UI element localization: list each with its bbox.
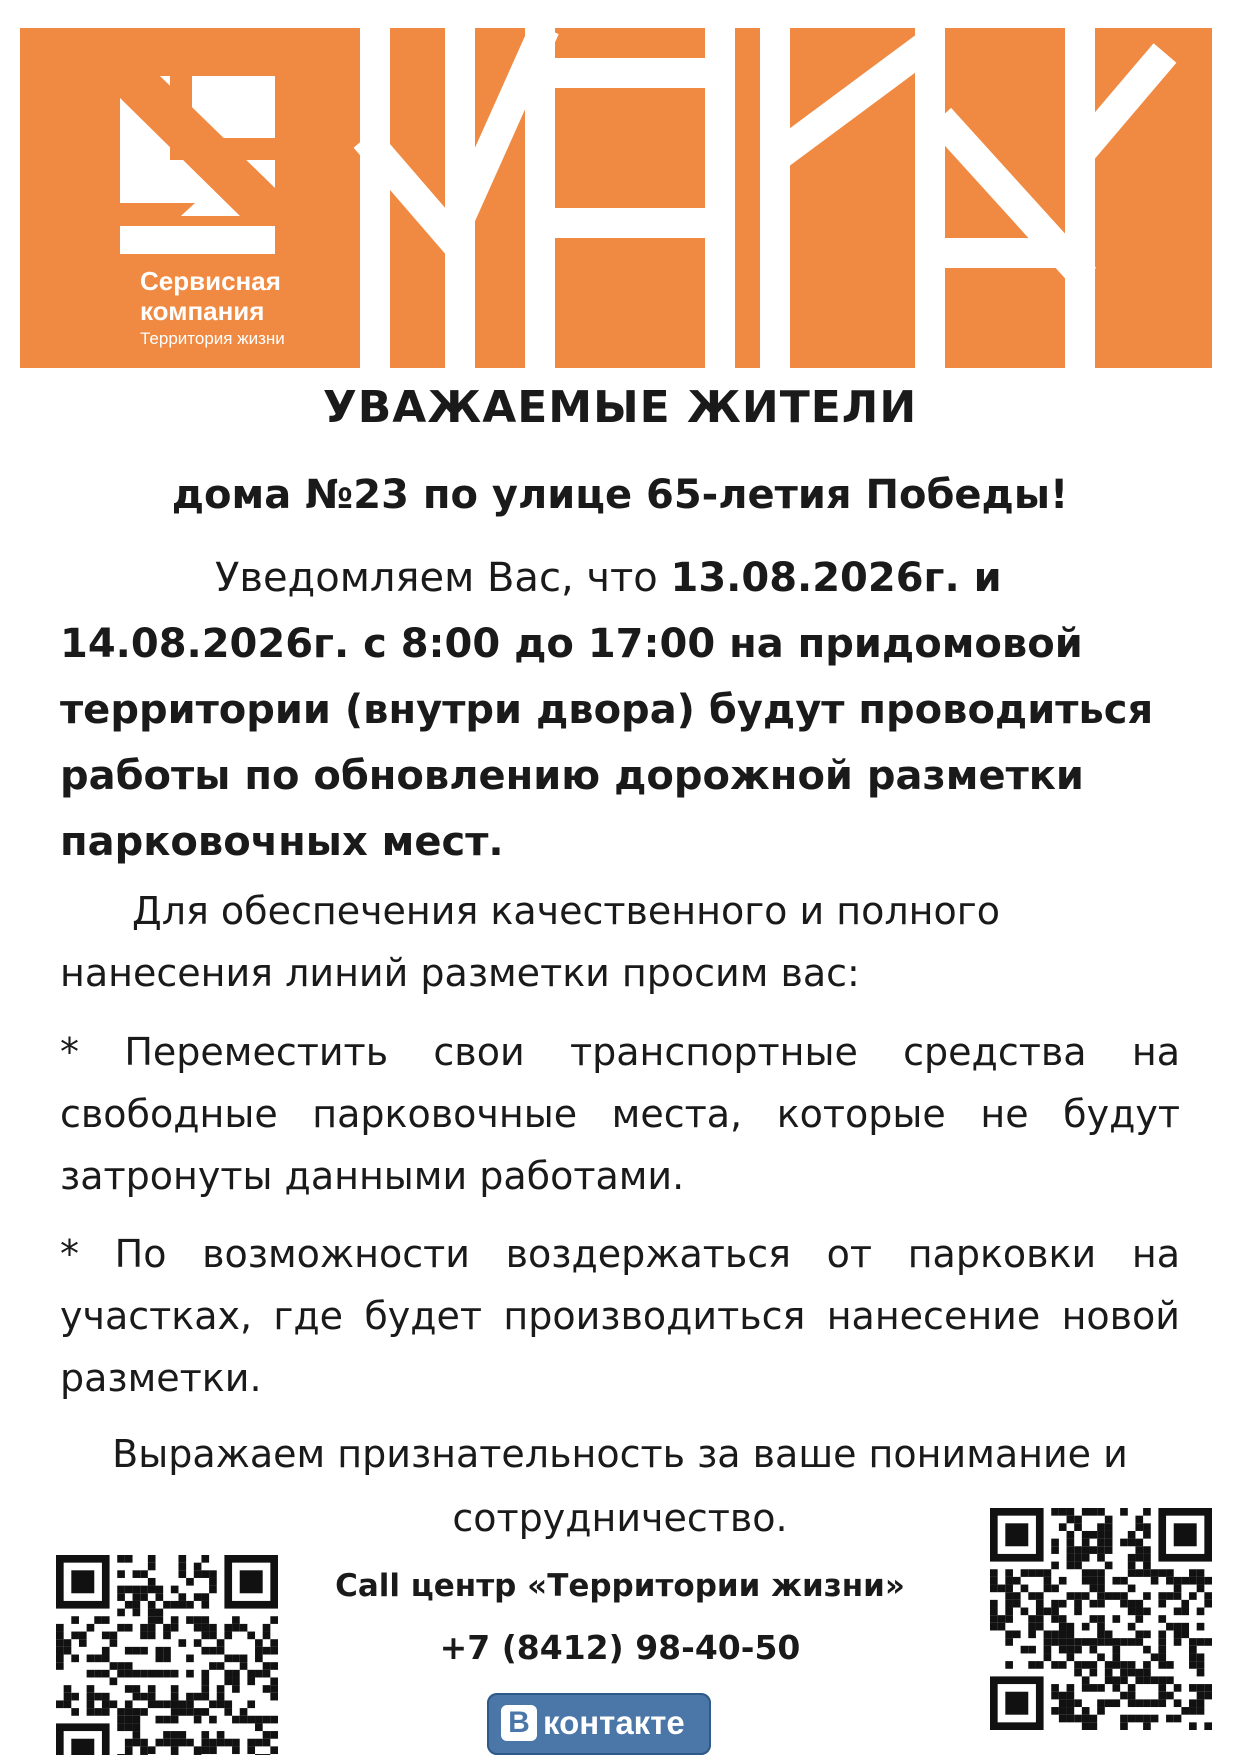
intro-bold-text: 13.08.2026г. и 14.08.2026г. с 8:00 до 17:00 на придомовой территории (внутри двора) будут проводиться работы по обновлению дорожной разметки парковочных мест. bbox=[60, 555, 1154, 865]
qr-code-left[interactable] bbox=[56, 1555, 278, 1755]
call-center-label: Call центр «Территории жизни» bbox=[335, 1568, 905, 1604]
brand-name-line2: компания bbox=[140, 296, 265, 326]
qr-code-icon bbox=[56, 1555, 278, 1755]
notice-intro bbox=[60, 545, 1180, 875]
brand-name-line1: Сервисная bbox=[140, 266, 281, 296]
decorative-lettering bbox=[365, 28, 1165, 368]
brand-tagline: Территория жизни bbox=[140, 329, 285, 348]
qr-code-right[interactable] bbox=[990, 1508, 1212, 1730]
vk-label: контакте bbox=[543, 1704, 685, 1741]
notice-title: УВАЖАЕМЫЕ ЖИТЕЛИ bbox=[322, 382, 918, 433]
request-text: Для обеспечения качественного и полного нанесения линий разметки просим вас: bbox=[60, 889, 1000, 995]
header-banner bbox=[20, 28, 1212, 368]
notice-request bbox=[60, 880, 1180, 1004]
vk-logo-icon: B bbox=[501, 1705, 537, 1741]
thanks-line-2: сотрудничество. bbox=[452, 1496, 788, 1540]
intro-plain-text: Уведомляем Вас, что bbox=[215, 555, 671, 601]
brand-logo-icon bbox=[120, 76, 275, 254]
vkontakte-button[interactable] bbox=[487, 1693, 711, 1755]
request-item-1: * Переместить свои транспортные средства на свободные парковочные места, которые не будут затронуты данными работами. bbox=[60, 1030, 1180, 1198]
qr-code-icon bbox=[990, 1508, 1212, 1730]
thanks-line-1: Выражаем признательность за ваше понимание и bbox=[112, 1432, 1128, 1476]
call-center-phone[interactable]: +7 (8412) 98-40-50 bbox=[439, 1628, 801, 1667]
request-item-2: * По возможности воздержаться от парковки на участках, где будет производиться нанесение новой разметки. bbox=[60, 1232, 1180, 1400]
notice-address: дома №23 по улице 65-летия Победы! bbox=[171, 472, 1069, 518]
